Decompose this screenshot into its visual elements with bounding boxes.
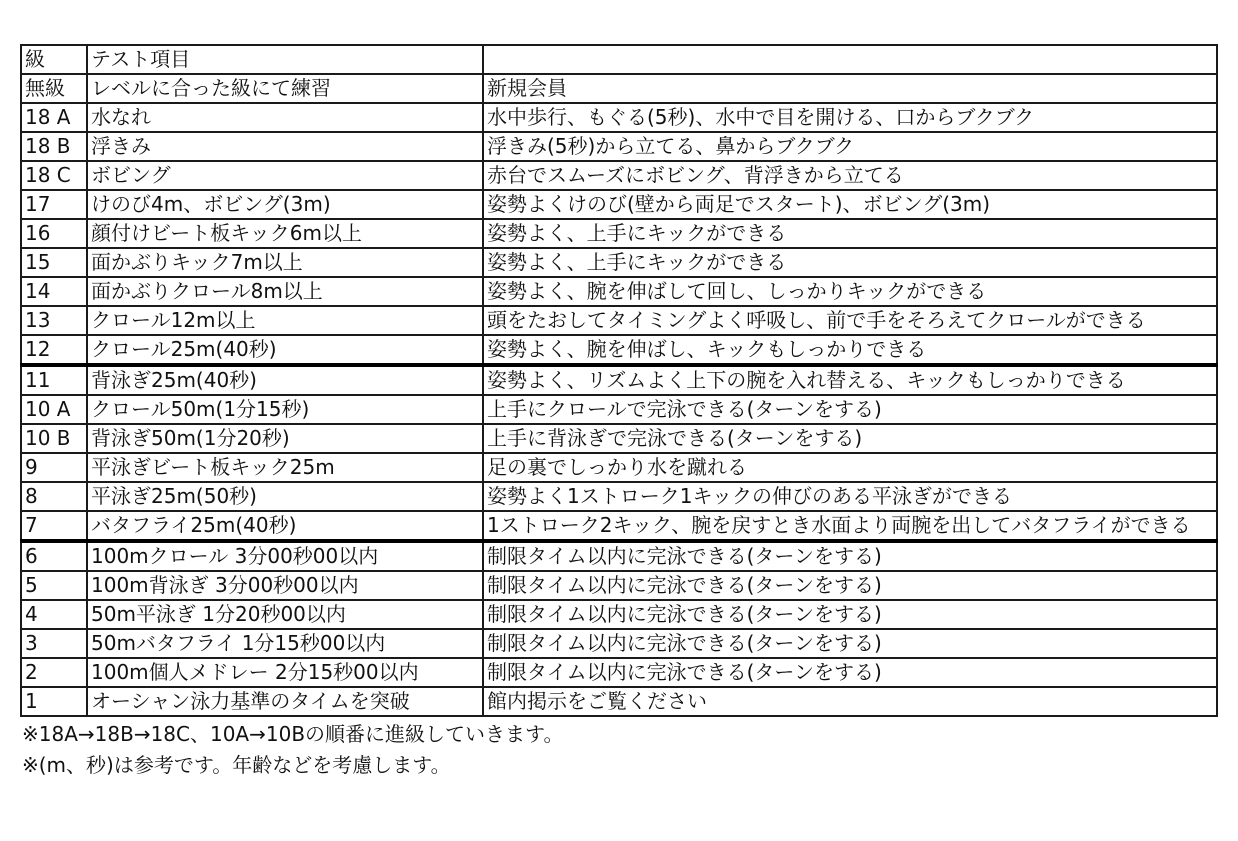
description-cell: 姿勢よく、リズムよく上下の腕を入れ替える、キックもしっかりできる	[483, 365, 1217, 395]
table-row	[21, 424, 1217, 453]
description-cell: 1ストローク2キック、腕を戻すとき水面より両腕を出してバタフライができる	[483, 511, 1217, 541]
footnote-reference-values: ※(m、秒)は参考です。年齢などを考慮します。	[22, 753, 451, 777]
table-row	[21, 248, 1217, 277]
grade-cell: 9	[21, 453, 87, 482]
description-cell: 姿勢よく、腕を伸ばして回し、しっかりキックができる	[483, 277, 1217, 306]
table-row	[21, 219, 1217, 248]
test-item-cell: 50mバタフライ 1分15秒00以内	[87, 629, 483, 658]
footnote-promotion-order: ※18A→18B→18C、10A→10Bの順番に進級していきます。	[22, 722, 564, 746]
test-item-cell: 50m平泳ぎ 1分20秒00以内	[87, 600, 483, 629]
grade-cell: 7	[21, 511, 87, 541]
description-cell: 姿勢よく1ストローク1キックの伸びのある平泳ぎができる	[483, 482, 1217, 511]
grade-cell: 13	[21, 306, 87, 335]
description-cell: 浮きみ(5秒)から立てる、鼻からブクブク	[483, 132, 1217, 161]
test-item-cell: けのび4m、ボビング(3m)	[87, 190, 483, 219]
description-cell: 姿勢よく、上手にキックができる	[483, 248, 1217, 277]
header-grade: 級	[21, 45, 87, 74]
table-header-row	[21, 45, 1217, 74]
table-row	[21, 541, 1217, 571]
grade-cell: 無級	[21, 74, 87, 103]
table-row	[21, 482, 1217, 511]
table-row	[21, 306, 1217, 335]
grade-cell: 10 A	[21, 395, 87, 424]
table-row	[21, 103, 1217, 132]
table-row	[21, 395, 1217, 424]
test-item-cell: 面かぶりキック7m以上	[87, 248, 483, 277]
test-item-cell: クロール25m(40秒)	[87, 335, 483, 365]
description-cell: 新規会員	[483, 74, 1217, 103]
table-row	[21, 74, 1217, 103]
grade-cell: 8	[21, 482, 87, 511]
table-row	[21, 687, 1217, 716]
test-item-cell: 面かぶりクロール8m以上	[87, 277, 483, 306]
grade-cell: 6	[21, 541, 87, 571]
description-cell: 姿勢よく、上手にキックができる	[483, 219, 1217, 248]
test-item-cell: 100m個人メドレー 2分15秒00以内	[87, 658, 483, 687]
test-item-cell: 平泳ぎビート板キック25m	[87, 453, 483, 482]
grade-cell: 18 B	[21, 132, 87, 161]
grade-cell: 11	[21, 365, 87, 395]
table-row	[21, 365, 1217, 395]
description-cell: 制限タイム以内に完泳できる(ターンをする)	[483, 571, 1217, 600]
table-row	[21, 511, 1217, 541]
grade-cell: 15	[21, 248, 87, 277]
grade-cell: 16	[21, 219, 87, 248]
table-row	[21, 132, 1217, 161]
table-row	[21, 277, 1217, 306]
test-item-cell: 浮きみ	[87, 132, 483, 161]
description-cell: 制限タイム以内に完泳できる(ターンをする)	[483, 541, 1217, 571]
test-item-cell: レベルに合った級にて練習	[87, 74, 483, 103]
description-cell: 姿勢よくけのび(壁から両足でスタート)、ボビング(3m)	[483, 190, 1217, 219]
swim-grade-sheet	[20, 44, 1216, 781]
header-description	[483, 45, 1217, 74]
test-item-cell: 水なれ	[87, 103, 483, 132]
test-item-cell: オーシャン泳力基準のタイムを突破	[87, 687, 483, 716]
grade-cell: 10 B	[21, 424, 87, 453]
table-row	[21, 190, 1217, 219]
table-row	[21, 658, 1217, 687]
description-cell: 上手に背泳ぎで完泳できる(ターンをする)	[483, 424, 1217, 453]
grade-cell: 1	[21, 687, 87, 716]
test-item-cell: 背泳ぎ25m(40秒)	[87, 365, 483, 395]
grade-cell: 18 C	[21, 161, 87, 190]
footnotes	[20, 719, 1216, 781]
test-item-cell: 100m背泳ぎ 3分00秒00以内	[87, 571, 483, 600]
description-cell: 制限タイム以内に完泳できる(ターンをする)	[483, 629, 1217, 658]
test-item-cell: 背泳ぎ50m(1分20秒)	[87, 424, 483, 453]
description-cell: 制限タイム以内に完泳できる(ターンをする)	[483, 600, 1217, 629]
grade-cell: 3	[21, 629, 87, 658]
header-test-item: テスト項目	[87, 45, 483, 74]
grade-cell: 4	[21, 600, 87, 629]
description-cell: 館内掲示をご覧ください	[483, 687, 1217, 716]
test-item-cell: ボビング	[87, 161, 483, 190]
table-row	[21, 600, 1217, 629]
test-item-cell: クロール12m以上	[87, 306, 483, 335]
test-item-cell: 顔付けビート板キック6m以上	[87, 219, 483, 248]
table-row	[21, 629, 1217, 658]
test-item-cell: 100mクロール 3分00秒00以内	[87, 541, 483, 571]
grade-cell: 18 A	[21, 103, 87, 132]
grade-cell: 17	[21, 190, 87, 219]
table-row	[21, 335, 1217, 365]
table-row	[21, 453, 1217, 482]
test-item-cell: バタフライ25m(40秒)	[87, 511, 483, 541]
table-row	[21, 571, 1217, 600]
description-cell: 上手にクロールで完泳できる(ターンをする)	[483, 395, 1217, 424]
table-row	[21, 161, 1217, 190]
grade-cell: 12	[21, 335, 87, 365]
grade-cell: 14	[21, 277, 87, 306]
description-cell: 姿勢よく、腕を伸ばし、キックもしっかりできる	[483, 335, 1217, 365]
description-cell: 足の裏でしっかり水を蹴れる	[483, 453, 1217, 482]
description-cell: 水中歩行、もぐる(5秒)、水中で目を開ける、口からブクブク	[483, 103, 1217, 132]
grade-cell: 2	[21, 658, 87, 687]
description-cell: 頭をたおしてタイミングよく呼吸し、前で手をそろえてクロールができる	[483, 306, 1217, 335]
test-item-cell: クロール50m(1分15秒)	[87, 395, 483, 424]
description-cell: 制限タイム以内に完泳できる(ターンをする)	[483, 658, 1217, 687]
grade-cell: 5	[21, 571, 87, 600]
test-item-cell: 平泳ぎ25m(50秒)	[87, 482, 483, 511]
description-cell: 赤台でスムーズにボビング、背浮きから立てる	[483, 161, 1217, 190]
grade-table	[20, 44, 1218, 717]
